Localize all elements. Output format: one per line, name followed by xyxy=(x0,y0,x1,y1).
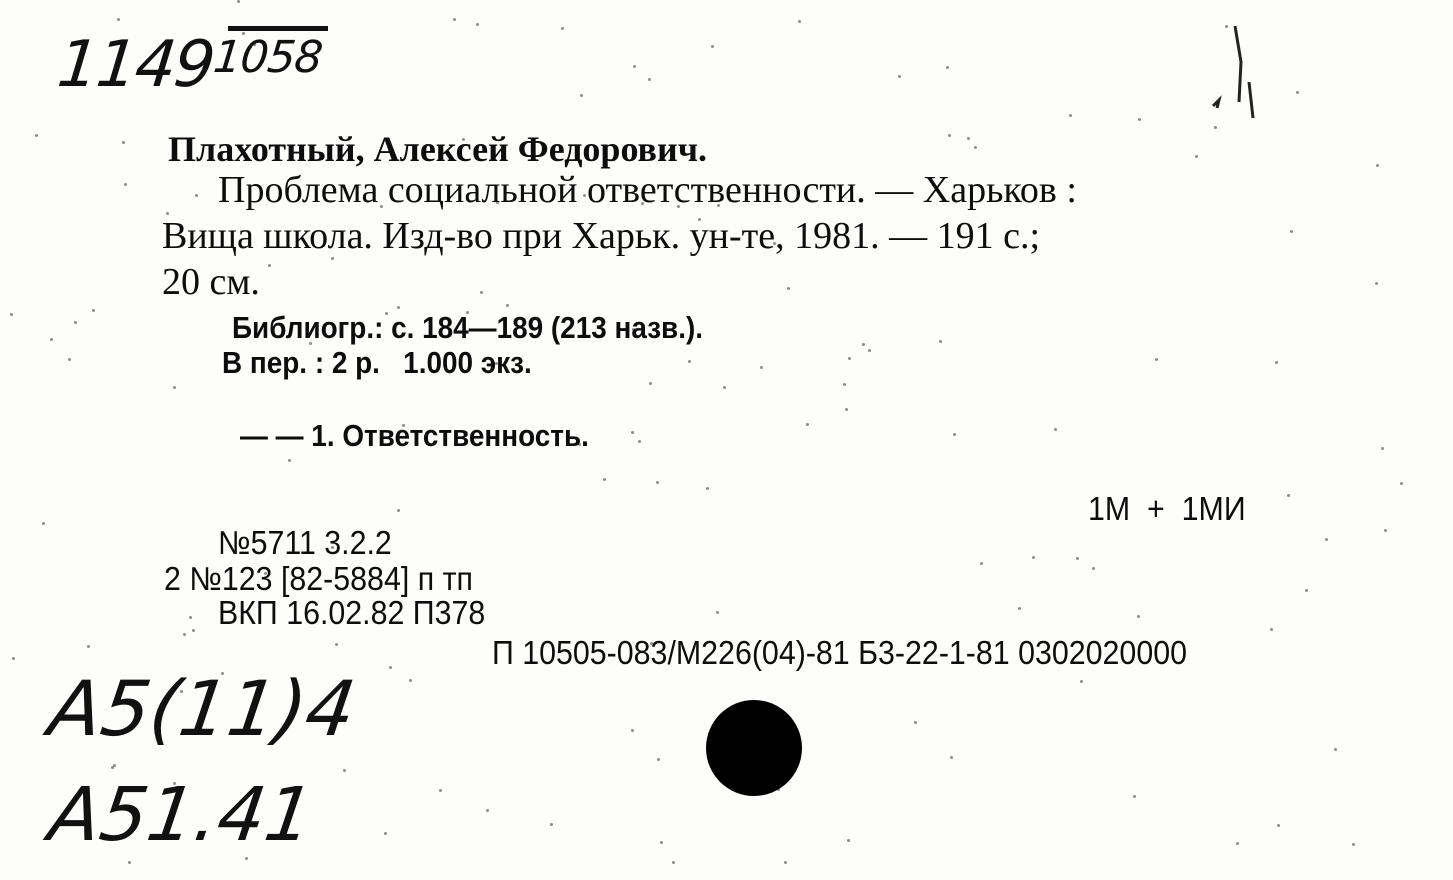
speck xyxy=(476,23,479,26)
speck xyxy=(550,823,553,826)
handwritten-shelf-mark-1: А5(11)4 xyxy=(43,664,361,753)
speck xyxy=(1076,557,1079,560)
speck xyxy=(384,832,387,835)
speck xyxy=(948,134,951,137)
speck xyxy=(117,18,120,21)
title-line-1: Проблема социальной ответственности. — Харьков : xyxy=(218,169,1077,211)
speck xyxy=(1054,428,1057,431)
speck xyxy=(706,487,709,490)
speck xyxy=(1138,118,1141,121)
speck xyxy=(561,27,564,30)
speck xyxy=(195,194,198,197)
speck xyxy=(50,338,53,341)
speck xyxy=(1214,126,1217,129)
speck xyxy=(1080,680,1083,683)
record-line-3: ВКП 16.02.82 П378 xyxy=(218,594,486,631)
speck xyxy=(1275,361,1278,364)
speck xyxy=(92,309,95,312)
speck xyxy=(173,386,176,389)
speck xyxy=(1277,824,1280,827)
speck xyxy=(939,340,942,343)
speck xyxy=(35,134,38,137)
speck xyxy=(10,313,13,316)
speck xyxy=(633,65,636,68)
speck xyxy=(1375,282,1378,285)
speck xyxy=(847,839,850,842)
speck xyxy=(389,666,392,669)
speck xyxy=(1069,114,1072,117)
speck xyxy=(1018,607,1021,610)
speck xyxy=(660,841,663,844)
speck xyxy=(953,433,956,436)
call-number-main: 1149 xyxy=(54,28,217,102)
speck xyxy=(1376,164,1379,167)
speck xyxy=(1032,556,1035,559)
speck xyxy=(397,306,400,309)
speck xyxy=(335,643,338,646)
classification-code: 1М + 1МИ xyxy=(1088,490,1246,527)
speck xyxy=(784,861,787,864)
title-line-2: Вища школа. Изд-во при Харьк. ун-те, 1981. — 191 с.; xyxy=(162,215,1041,257)
speck xyxy=(845,408,848,411)
speck xyxy=(648,78,651,81)
speck xyxy=(950,756,953,759)
speck xyxy=(1325,538,1328,541)
subject-heading: — — 1. Ответственность. xyxy=(240,418,589,453)
speck xyxy=(898,75,901,78)
speck xyxy=(1381,447,1384,450)
speck xyxy=(946,66,949,69)
speck xyxy=(439,789,442,792)
speck xyxy=(409,679,412,682)
speck xyxy=(723,386,726,389)
call-number-overline xyxy=(228,26,328,31)
title-line-3: 20 см. xyxy=(162,261,260,303)
speck xyxy=(1400,482,1403,485)
speck xyxy=(603,478,606,481)
speck xyxy=(711,45,714,48)
speck xyxy=(1334,748,1337,751)
speck xyxy=(806,423,809,426)
speck xyxy=(237,0,240,3)
speck xyxy=(1195,155,1198,158)
speck xyxy=(506,304,509,307)
speck xyxy=(760,366,763,369)
speck xyxy=(848,357,851,360)
speck xyxy=(974,146,977,149)
handwritten-shelf-mark-2: А51.41 xyxy=(43,772,319,858)
speck xyxy=(1092,567,1095,570)
speck xyxy=(980,562,983,565)
speck xyxy=(688,360,691,363)
speck xyxy=(486,809,489,812)
speck xyxy=(111,766,114,769)
speck xyxy=(1352,843,1355,846)
record-line-1: №5711 3.2.2 xyxy=(218,524,392,561)
speck xyxy=(1270,628,1273,631)
speck xyxy=(343,769,346,772)
speck xyxy=(183,633,186,636)
call-number-sub: 1058 xyxy=(210,32,325,83)
speck xyxy=(397,509,400,512)
price-note: В пер. : 2 р. 1.000 экз. xyxy=(222,345,532,380)
speck xyxy=(657,758,660,761)
speck xyxy=(1287,494,1290,497)
speck xyxy=(192,629,195,632)
speck xyxy=(189,616,192,619)
speck xyxy=(843,383,846,386)
speck xyxy=(862,343,865,346)
speck xyxy=(288,459,291,462)
speck xyxy=(1290,230,1293,233)
speck xyxy=(122,141,125,144)
speck xyxy=(128,861,131,864)
speck xyxy=(124,183,127,186)
speck xyxy=(42,522,45,525)
pencil-mark-icon xyxy=(1205,22,1265,122)
speck xyxy=(1155,358,1158,361)
speck xyxy=(1296,91,1299,94)
speck xyxy=(1133,795,1136,798)
speck xyxy=(787,287,790,290)
speck xyxy=(87,645,90,648)
speck xyxy=(656,481,659,484)
speck xyxy=(1384,529,1387,532)
speck xyxy=(716,611,719,614)
record-line-2: 2 №123 [82-5884] п тп xyxy=(164,560,473,597)
speck xyxy=(672,861,675,864)
speck xyxy=(1137,615,1140,618)
handwritten-call-number xyxy=(54,28,325,102)
speck xyxy=(631,431,634,434)
speck xyxy=(649,382,652,385)
punch-hole xyxy=(706,700,802,796)
speck xyxy=(480,291,483,294)
speck xyxy=(631,729,634,732)
speck xyxy=(868,349,871,352)
speck xyxy=(12,657,15,660)
speck xyxy=(74,321,77,324)
speck xyxy=(798,20,801,23)
speck xyxy=(1236,842,1239,845)
speck xyxy=(914,721,917,724)
speck xyxy=(1305,589,1308,592)
speck xyxy=(580,94,583,97)
speck xyxy=(967,137,970,140)
speck xyxy=(268,264,271,267)
speck xyxy=(638,440,641,443)
record-line-4: П 10505-083/М226(04)-81 Б3-22-1-81 0302020000 xyxy=(492,634,1187,671)
author-heading: Плахотный, Алексей Федорович. xyxy=(168,129,708,169)
speck xyxy=(453,18,456,21)
speck xyxy=(68,358,71,361)
bibliography-note: Библиогр.: с. 184—189 (213 назв.). xyxy=(232,310,704,345)
